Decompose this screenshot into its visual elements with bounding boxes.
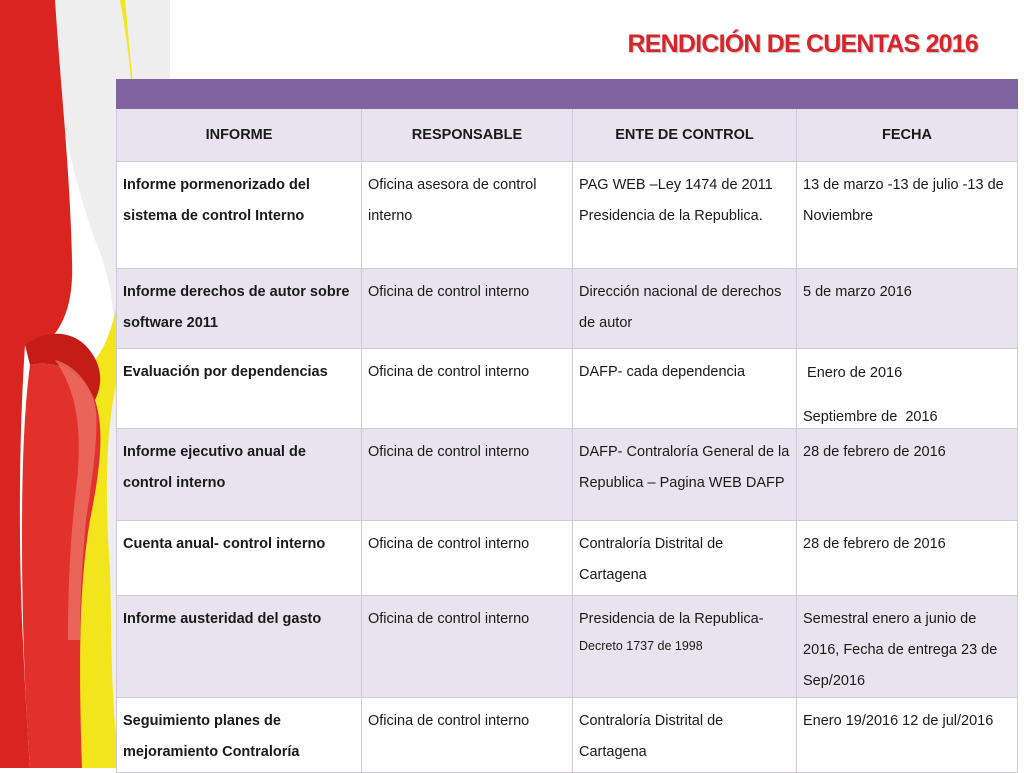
cell-responsable: Oficina asesora de control interno [362, 162, 573, 269]
cell-ente: Contraloría Distrital de Cartagena [573, 521, 797, 596]
cell-ente: Contraloría Distrital de Cartagena [573, 698, 797, 773]
table-row [117, 521, 1018, 596]
column-header-ente-de-control: ENTE DE CONTROL [573, 109, 797, 162]
cell-informe: Seguimiento planes de mejoramiento Contraloría [117, 698, 362, 773]
cell-responsable: Oficina de control interno [362, 521, 573, 596]
cell-ente [573, 596, 797, 698]
cell-informe: Evaluación por dependencias [117, 349, 362, 429]
cell-fecha: Enero 19/2016 12 de jul/2016 [797, 698, 1018, 773]
table-row [117, 349, 1018, 429]
cell-responsable: Oficina de control interno [362, 698, 573, 773]
table-row [117, 162, 1018, 269]
table-header-band [117, 80, 1018, 109]
table-row [117, 429, 1018, 521]
cell-ente: Dirección nacional de derechos de autor [573, 269, 797, 349]
cell-responsable: Oficina de control interno [362, 269, 573, 349]
cell-informe: Informe derechos de autor sobre software 2011 [117, 269, 362, 349]
cell-fecha: 5 de marzo 2016 [797, 269, 1018, 349]
cell-informe: Informe austeridad del gasto [117, 596, 362, 698]
cell-informe: Informe ejecutivo anual de control interno [117, 429, 362, 521]
fecha-line: Enero de 2016 [803, 365, 903, 381]
cell-ente: DAFP- Contraloría General de la Republica – Pagina WEB DAFP [573, 429, 797, 521]
table-row [117, 269, 1018, 349]
cell-responsable: Oficina de control interno [362, 596, 573, 698]
cell-ente: PAG WEB –Ley 1474 de 2011 Presidencia de la Republica. [573, 162, 797, 269]
report-table-container [116, 79, 1017, 763]
cell-responsable: Oficina de control interno [362, 349, 573, 429]
cell-fecha: 13 de marzo -13 de julio -13 de Noviembre [797, 162, 1018, 269]
fecha-line: Septiembre de 2016 [803, 409, 938, 425]
column-header-fecha: FECHA [797, 109, 1018, 162]
cell-ente: DAFP- cada dependencia [573, 349, 797, 429]
cell-fecha: 28 de febrero de 2016 [797, 429, 1018, 521]
cell-fecha [797, 349, 1018, 429]
page-title: RENDICIÓN DE CUENTAS 2016 [627, 30, 978, 58]
cell-informe: Cuenta anual- control interno [117, 521, 362, 596]
table-row [117, 698, 1018, 773]
cell-informe: Informe pormenorizado del sistema de control Interno [117, 162, 362, 269]
report-table [116, 79, 1018, 773]
cell-fecha: Semestral enero a junio de 2016, Fecha de entrega 23 de Sep/2016 [797, 596, 1018, 698]
ente-line-decree: Decreto 1737 de 1998 [579, 639, 703, 653]
ente-line: Presidencia de la Republica- [579, 611, 764, 627]
table-row [117, 596, 1018, 698]
column-header-responsable: RESPONSABLE [362, 109, 573, 162]
cell-fecha: 28 de febrero de 2016 [797, 521, 1018, 596]
column-header-informe: INFORME [117, 109, 362, 162]
cell-responsable: Oficina de control interno [362, 429, 573, 521]
table-header-row [117, 109, 1018, 162]
